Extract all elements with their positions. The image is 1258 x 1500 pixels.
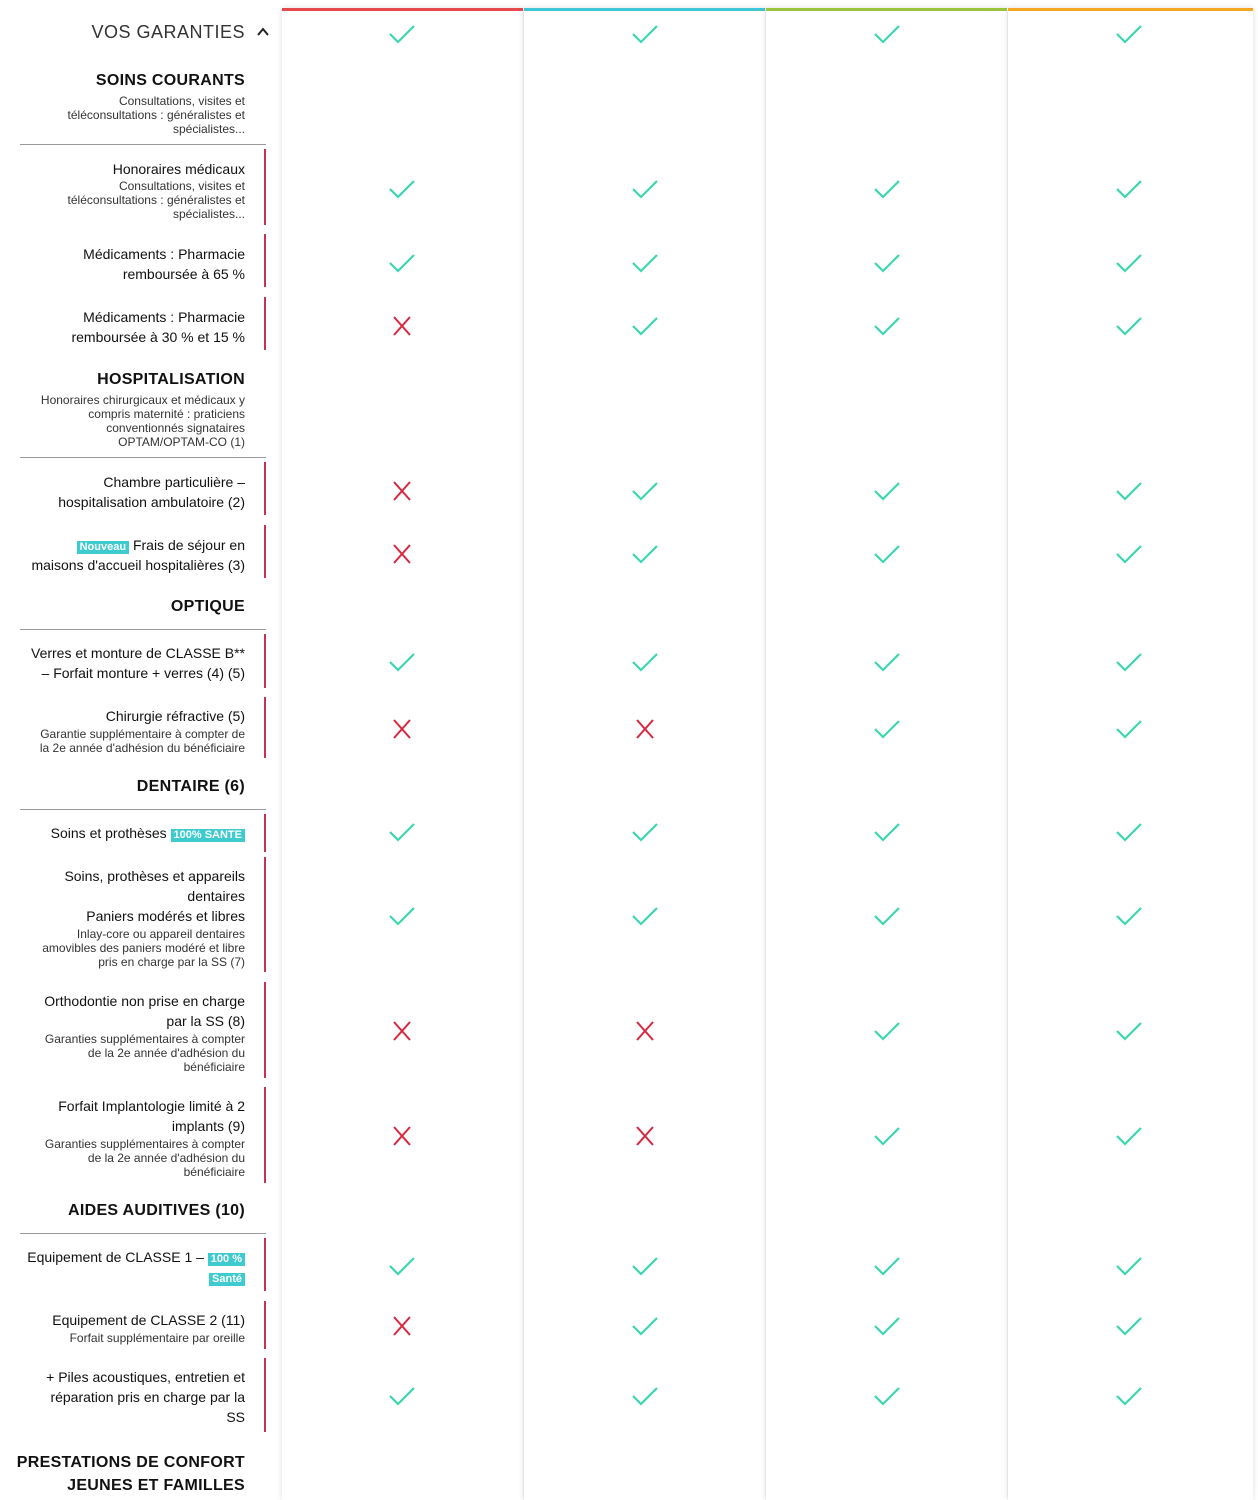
100-sante-badge: 100% SANTE (171, 829, 245, 842)
row-label-piles-acoustiques: + Piles acoustiques, entretien et réparation pris en charge par la SS (46, 1369, 245, 1425)
check-icon (872, 177, 902, 201)
check-icon (1114, 479, 1144, 503)
check-icon (1114, 717, 1144, 741)
row-sub-implantologie: Garanties supplémentaires à compter de la 2e année d'adhésion du bénéficiaire (44, 1137, 245, 1179)
section-divider (20, 809, 266, 810)
check-icon (872, 717, 902, 741)
section-title-dentaire: DENTAIRE (6) (136, 778, 245, 795)
row-marker (264, 1301, 266, 1349)
row-label-soins-protheses: Soins et prothèses 100% SANTE (51, 823, 245, 843)
check-icon (1114, 177, 1144, 201)
cross-icon (387, 314, 417, 338)
row-marker (264, 234, 266, 287)
section-divider (20, 629, 266, 630)
section-divider (20, 457, 266, 458)
row-label-orthodontie: Orthodontie non prise en charge par la SS (8) (44, 993, 245, 1029)
section-title-prestations: PRESTATIONS DE CONFORT JEUNES ET FAMILLES (16, 1454, 245, 1494)
100-sante-badge: 100 % (208, 1253, 245, 1266)
cross-icon (387, 1019, 417, 1043)
check-icon (387, 820, 417, 844)
check-icon (872, 314, 902, 338)
row-label-chambre-particuliere: Chambre particulière – hospitalisation ambulatoire (2) (58, 474, 245, 510)
cross-icon (387, 479, 417, 503)
check-icon (630, 1314, 660, 1338)
check-icon (1114, 1124, 1144, 1148)
check-icon (387, 1254, 417, 1278)
section-desc-hospitalisation: Honoraires chirurgicaux et médicaux y compris maternité : praticiens conventionnés signataires OPTAM/OPTAM-CO (1) (40, 393, 245, 449)
check-icon (387, 650, 417, 674)
check-icon (872, 1314, 902, 1338)
sante-badge: Santé (209, 1273, 245, 1286)
check-icon (872, 650, 902, 674)
check-icon (1114, 1019, 1144, 1043)
vos-garanties-toggle[interactable]: VOS GARANTIES (91, 22, 245, 42)
nouveau-badge: Nouveau (77, 541, 129, 554)
section-divider (20, 1233, 266, 1234)
check-icon (1114, 1384, 1144, 1408)
row-label-medicaments-30-15: Médicaments : Pharmacie remboursée à 30 % et 15 % (71, 309, 245, 345)
cross-icon (387, 1314, 417, 1338)
row-label-equipement-classe-2: Equipement de CLASSE 2 (11) (52, 1312, 245, 1328)
check-icon (630, 177, 660, 201)
row-marker (264, 297, 266, 350)
check-icon (872, 1254, 902, 1278)
row-marker (264, 1238, 266, 1291)
row-label-verres-monture: Verres et monture de CLASSE B** – Forfait monture + verres (4) (5) (31, 645, 245, 681)
row-label-soins-protheses-appareils: Soins, prothèses et appareils dentaires Paniers modérés et libres (64, 868, 245, 924)
check-icon (872, 904, 902, 928)
row-marker (264, 697, 266, 758)
row-sub-orthodontie: Garanties supplémentaires à compter de la 2e année d'adhésion du bénéficiaire (44, 1032, 245, 1074)
section-title-soins-courants: SOINS COURANTS (95, 72, 245, 89)
section-title-optique: OPTIQUE (170, 598, 245, 615)
row-label-implantologie: Forfait Implantologie limité à 2 implants (9) (58, 1098, 245, 1134)
row-marker (264, 1358, 266, 1432)
row-marker (264, 1087, 266, 1183)
row-sub-chirurgie-refractive: Garantie supplémentaire à compter de la 2e année d'adhésion du bénéficiaire (39, 727, 245, 755)
row-label-honoraires-medicaux: Honoraires médicaux (112, 161, 245, 177)
cross-icon (387, 542, 417, 566)
check-icon (387, 904, 417, 928)
check-icon (872, 479, 902, 503)
check-icon (630, 650, 660, 674)
row-label-frais-sejour: Nouveau Frais de séjour en maisons d'accueil hospitalières (3) (31, 537, 245, 573)
section-desc-soins-courants: Consultations, visites et téléconsultations : généralistes et spécialistes... (67, 94, 245, 136)
check-icon (872, 1384, 902, 1408)
row-sub-equipement-classe-2: Forfait supplémentaire par oreille (69, 1331, 245, 1345)
row-sub-soins-protheses-appareils: Inlay-core ou appareil dentaires amovibles des paniers modéré et libre pris en charge par la SS (7) (42, 927, 245, 969)
cross-icon (630, 1124, 660, 1148)
check-icon (872, 542, 902, 566)
check-icon (630, 904, 660, 928)
row-label-equipement-classe-1: Equipement de CLASSE 1 – 100 % Santé (27, 1247, 245, 1287)
row-marker (264, 982, 266, 1078)
check-icon (872, 22, 902, 46)
row-marker (264, 462, 266, 515)
check-icon (872, 1019, 902, 1043)
cross-icon (630, 717, 660, 741)
row-label-medicaments-65: Médicaments : Pharmacie remboursée à 65 % (83, 246, 245, 282)
check-icon (1114, 542, 1144, 566)
check-icon (387, 251, 417, 275)
cross-icon (630, 1019, 660, 1043)
check-icon (1114, 314, 1144, 338)
check-icon (1114, 904, 1144, 928)
cross-icon (387, 1124, 417, 1148)
row-sub-honoraires-medicaux: Consultations, visites et téléconsultations : généralistes et spécialistes... (67, 179, 245, 221)
check-icon (1114, 820, 1144, 844)
check-icon (630, 314, 660, 338)
section-title-hospitalisation: HOSPITALISATION (97, 371, 245, 388)
check-icon (630, 1254, 660, 1278)
check-icon (872, 820, 902, 844)
row-marker (264, 857, 266, 972)
check-icon (630, 1384, 660, 1408)
section-title-aides-auditives: AIDES AUDITIVES (10) (68, 1202, 245, 1219)
check-icon (1114, 251, 1144, 275)
row-marker (264, 525, 266, 578)
check-icon (387, 22, 417, 46)
check-icon (872, 251, 902, 275)
check-icon (1114, 1314, 1144, 1338)
check-icon (387, 1384, 417, 1408)
chevron-up-icon[interactable] (256, 26, 270, 38)
check-icon (1114, 22, 1144, 46)
cross-icon (387, 717, 417, 741)
check-icon (630, 820, 660, 844)
row-marker (264, 149, 266, 225)
check-icon (387, 177, 417, 201)
check-icon (1114, 1254, 1144, 1278)
check-icon (872, 1124, 902, 1148)
check-icon (630, 251, 660, 275)
check-icon (630, 479, 660, 503)
check-icon (630, 542, 660, 566)
check-icon (630, 22, 660, 46)
check-icon (1114, 650, 1144, 674)
row-marker (264, 634, 266, 688)
row-label-chirurgie-refractive: Chirurgie réfractive (5) (105, 708, 245, 724)
row-marker (264, 814, 266, 852)
section-divider (20, 144, 266, 145)
